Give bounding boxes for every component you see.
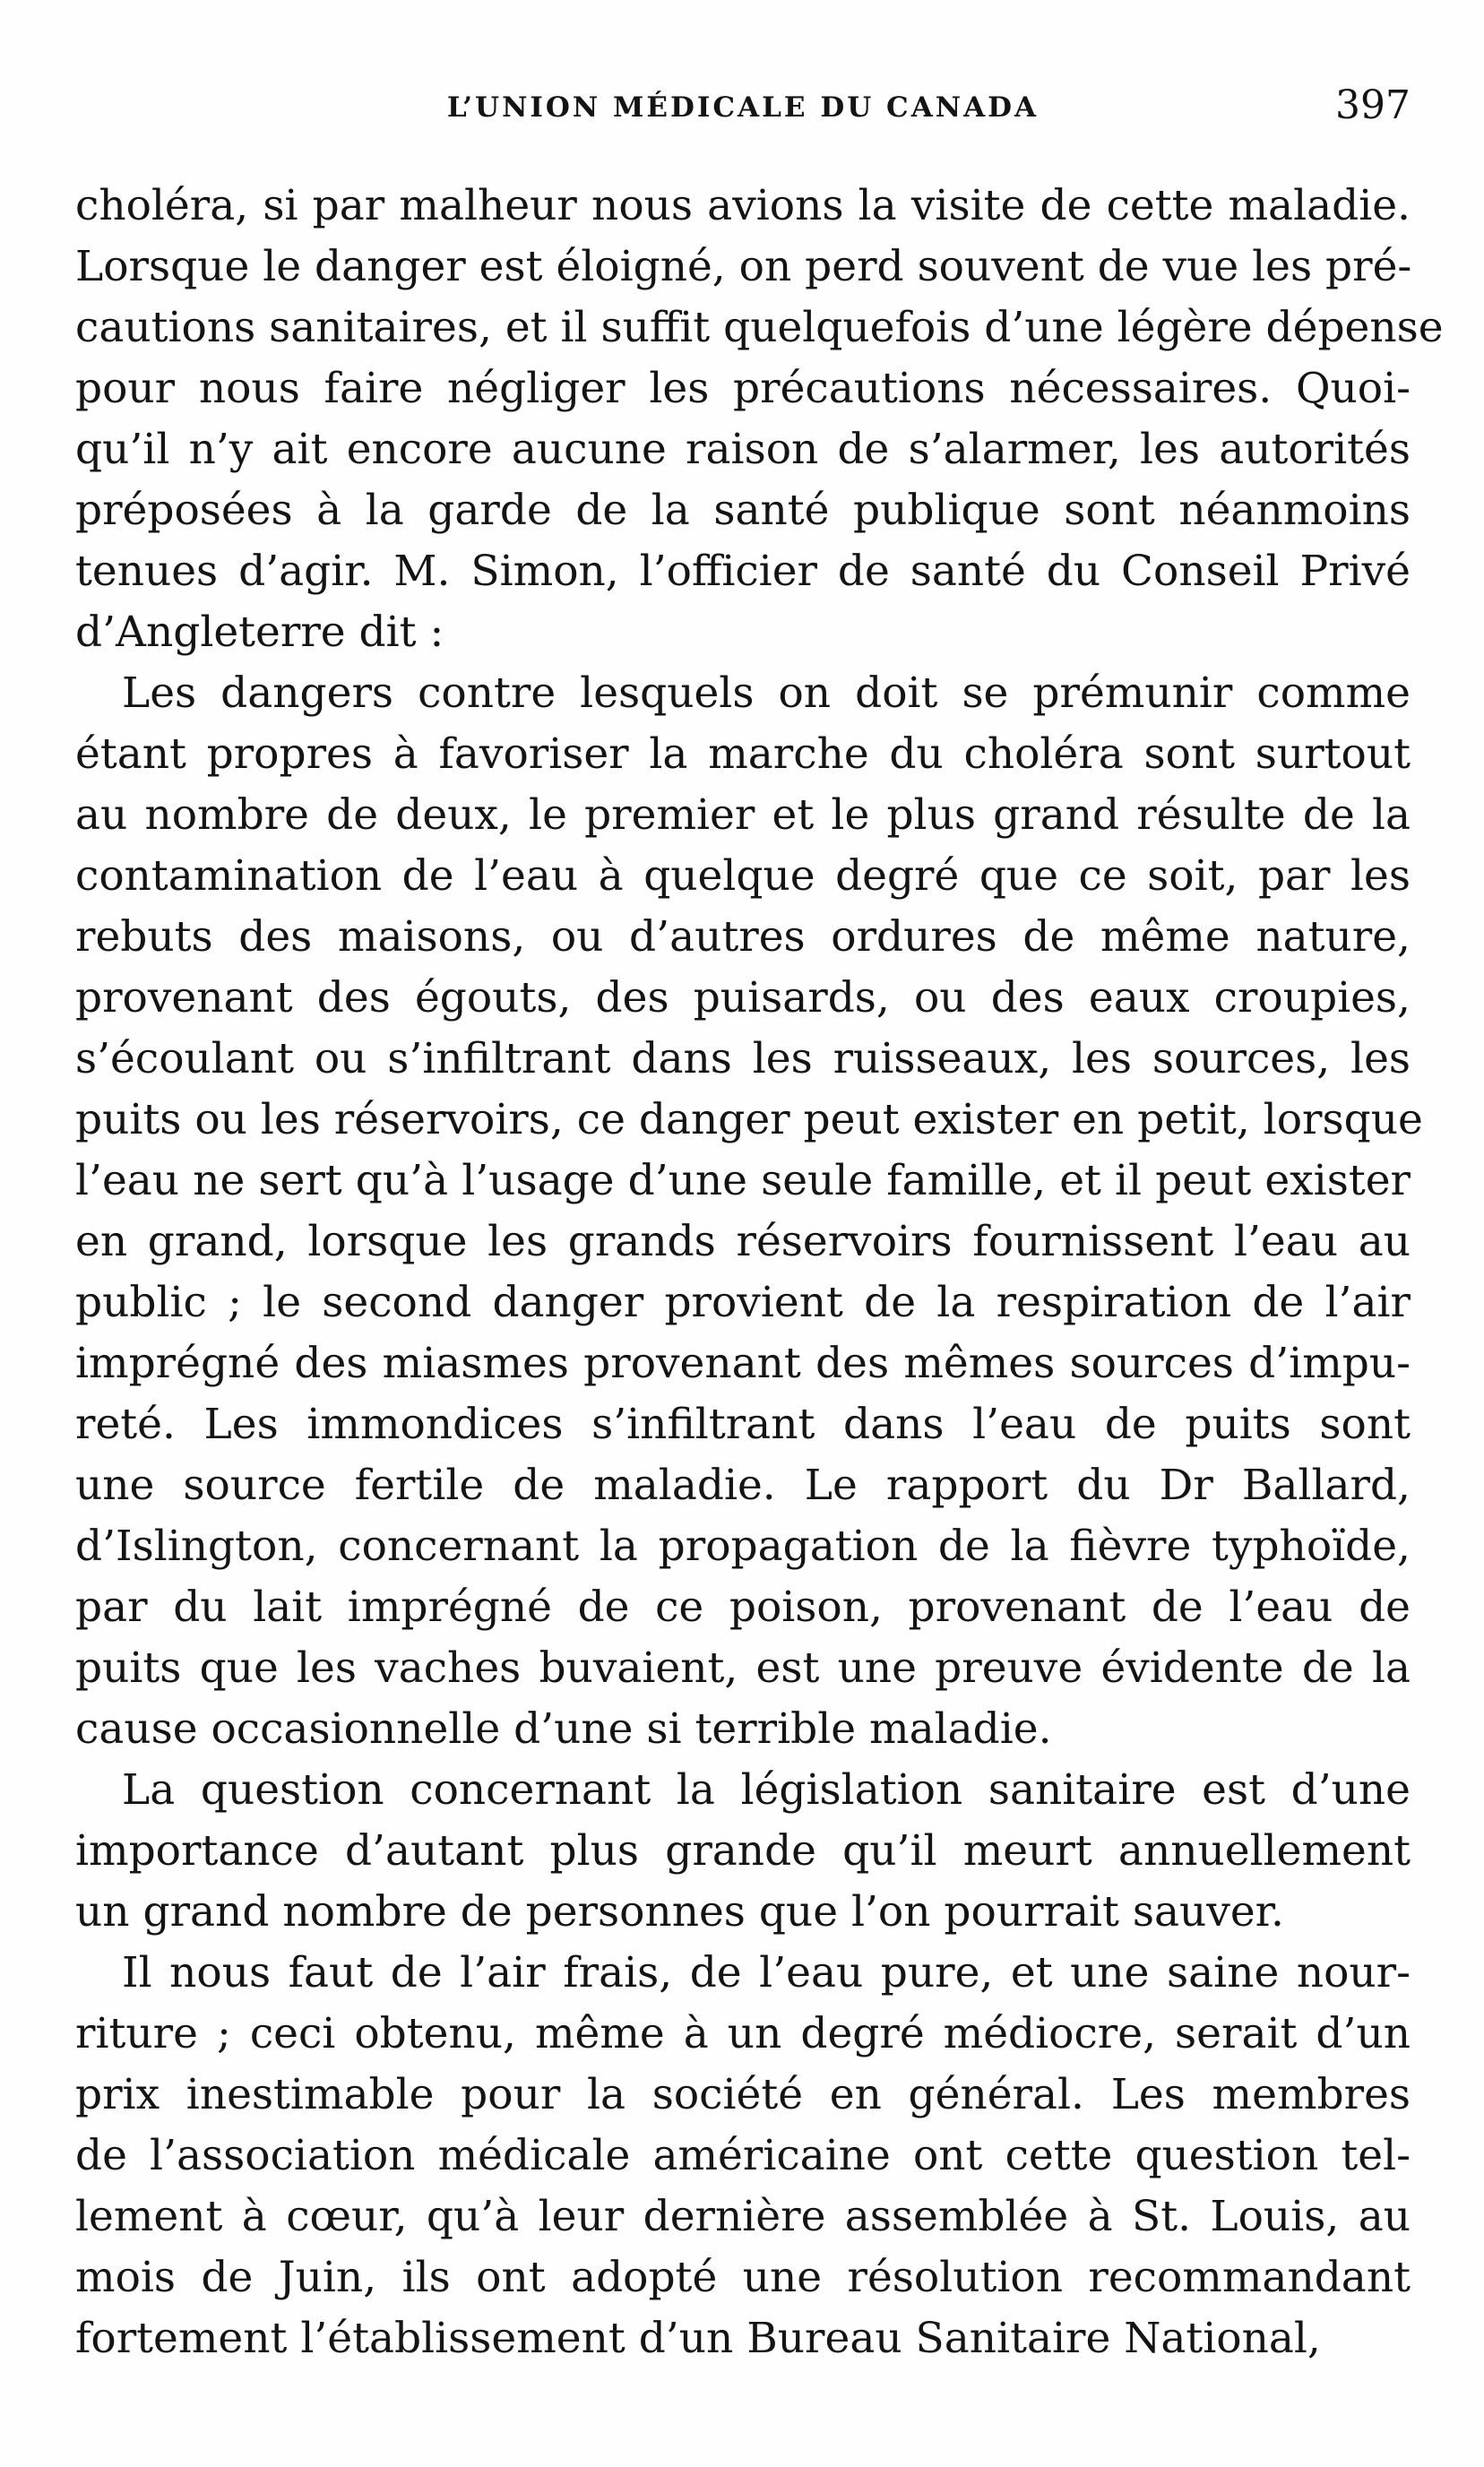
text-line: lement à cœur, qu’à leur dernière assemblée à St. Louis, au bbox=[75, 2192, 1411, 2241]
text-line: une source fertile de maladie. Le rapport du Dr Ballard, bbox=[75, 1461, 1411, 1510]
text-line: d’Islington, concernant la propagation de la fièvre typhoïde, bbox=[75, 1522, 1411, 1571]
text-line: Les dangers contre lesquels on doit se prémunir comme bbox=[122, 669, 1411, 718]
text-line: La question concernant la législation sanitaire est d’une bbox=[122, 1765, 1411, 1815]
text-line: puits ou les réservoirs, ce danger peut exister en petit, lorsque bbox=[75, 1095, 1423, 1144]
text-line: provenant des égouts, des puisards, ou des eaux croupies, bbox=[75, 973, 1411, 1022]
text-line: contamination de l’eau à quelque degré que ce soit, par les bbox=[75, 851, 1411, 901]
text-line: public ; le second danger provient de la respiration de l’air bbox=[75, 1278, 1411, 1327]
text-line: d’Angleterre dit : bbox=[75, 608, 444, 657]
text-line: prix inestimable pour la société en général. Les membres bbox=[75, 2070, 1411, 2119]
text-line: rebuts des maisons, ou d’autres ordures de même nature, bbox=[75, 912, 1411, 962]
body-text bbox=[75, 176, 1444, 2369]
text-line: mois de Juin, ils ont adopté une résolution recommandant bbox=[75, 2253, 1411, 2302]
page-number: 397 bbox=[1335, 82, 1411, 128]
text-line: puits que les vaches buvaient, est une preuve évidente de la bbox=[75, 1643, 1411, 1693]
running-head bbox=[75, 82, 1411, 145]
text-line: étant propres à favoriser la marche du choléra sont surtout bbox=[75, 729, 1411, 779]
text-line: imprégné des miasmes provenant des mêmes sources d’impu- bbox=[75, 1339, 1411, 1388]
text-line: par du lait imprégné de ce poison, provenant de l’eau de bbox=[75, 1583, 1411, 1632]
text-line: choléra, si par malheur nous avions la visite de cette maladie. bbox=[75, 181, 1411, 230]
text-line: tenues d’agir. M. Simon, l’officier de santé du Conseil Privé bbox=[75, 547, 1411, 596]
text-line: un grand nombre de personnes que l’on pourrait sauver. bbox=[75, 1887, 1284, 1937]
text-line: qu’il n’y ait encore aucune raison de s’alarmer, les autorités bbox=[75, 425, 1411, 474]
running-title: L’UNION MÉDICALE DU CANADA bbox=[446, 91, 1040, 124]
text-line: Il nous faut de l’air frais, de l’eau pure, et une saine nour- bbox=[122, 1948, 1411, 1997]
text-line: reté. Les immondices s’infiltrant dans l’eau de puits sont bbox=[75, 1400, 1411, 1449]
text-line: riture ; ceci obtenu, même à un degré médiocre, serait d’un bbox=[75, 2009, 1411, 2058]
paragraph bbox=[75, 1760, 1411, 1943]
text-line: pour nous faire négliger les précautions nécessaires. Quoi- bbox=[75, 364, 1411, 413]
text-line: l’eau ne sert qu’à l’usage d’une seule famille, et il peut exister bbox=[75, 1156, 1411, 1205]
text-line: en grand, lorsque les grands réservoirs fournissent l’eau au bbox=[75, 1217, 1411, 1266]
text-line: de l’association médicale américaine ont cette question tel- bbox=[75, 2131, 1411, 2180]
text-line: Lorsque le danger est éloigné, on perd souvent de vue les pré- bbox=[75, 242, 1412, 291]
text-line: cause occasionnelle d’une si terrible maladie. bbox=[75, 1704, 1052, 1754]
text-line: s’écoulant ou s’infiltrant dans les ruisseaux, les sources, les bbox=[75, 1034, 1411, 1083]
text-line: au nombre de deux, le premier et le plus grand résulte de la bbox=[75, 790, 1411, 840]
paragraph bbox=[75, 176, 1444, 663]
paragraph bbox=[75, 1943, 1411, 2369]
paragraph bbox=[75, 663, 1423, 1760]
text-line: cautions sanitaires, et il suffit quelquefois d’une légère dépense bbox=[75, 303, 1444, 352]
text-line: préposées à la garde de la santé publique sont néanmoins bbox=[75, 486, 1411, 535]
text-line: importance d’autant plus grande qu’il meurt annuellement bbox=[75, 1826, 1411, 1876]
text-line: fortement l’établissement d’un Bureau Sanitaire National, bbox=[75, 2314, 1321, 2363]
